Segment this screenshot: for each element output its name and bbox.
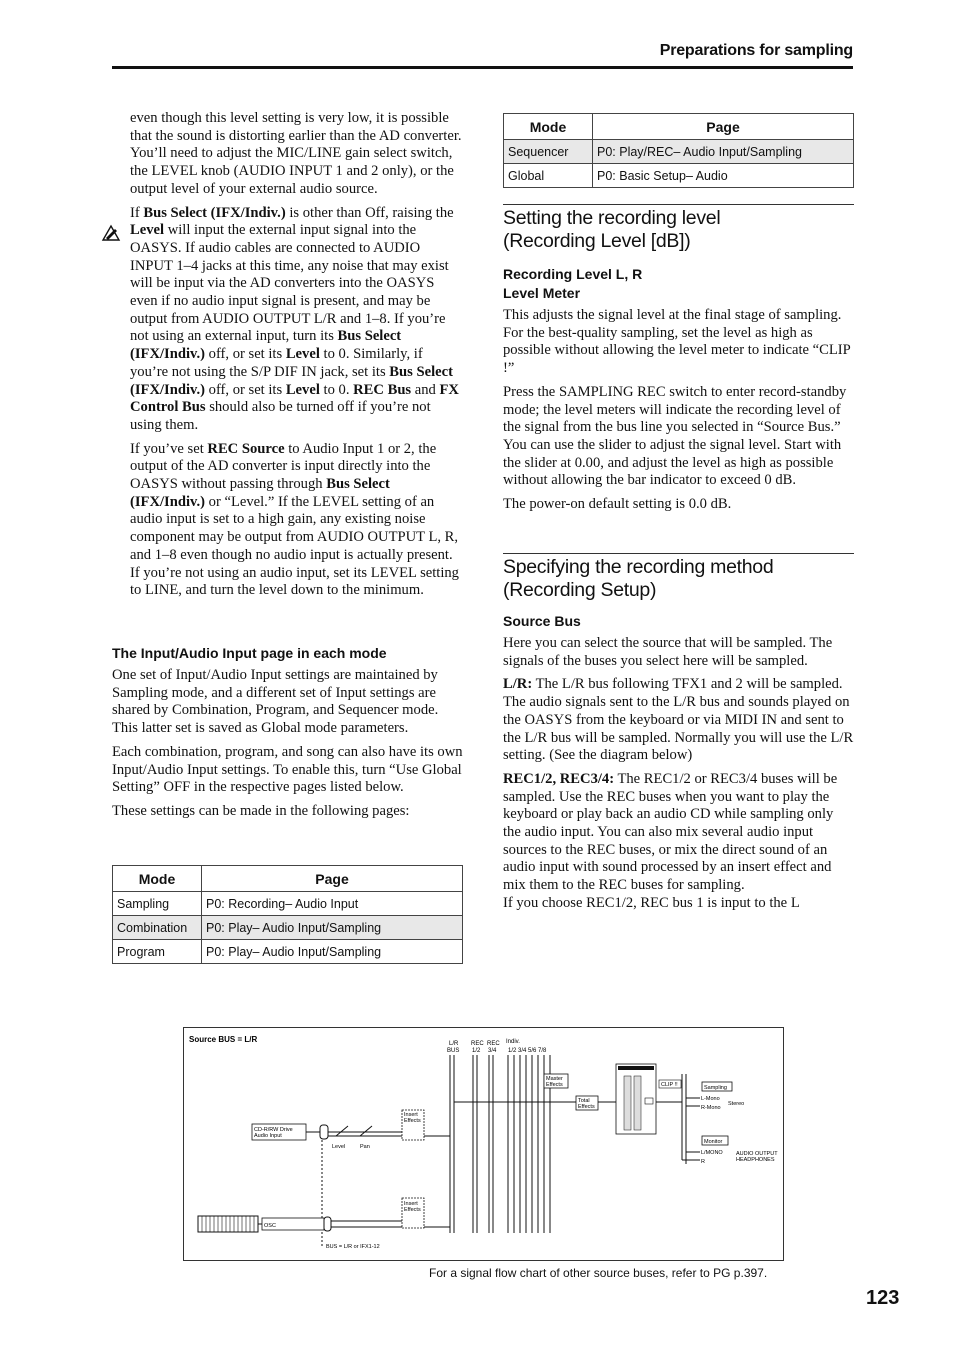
paragraph: Each combination, program, and song can also have its own Input/Audio Input settings. To enable this, turn “Use Global Setting” OFF in the respective pages listed below. <box>112 743 463 796</box>
paragraph: One set of Input/Audio Input settings are maintained by Sampling mode, and a different set of Input settings are shared by Combination, Program, and Sequencer mode. This latter set is saved as Global mode parameters. <box>112 667 439 737</box>
bus-note: BUS = L/R or IFX1-12 <box>326 1244 380 1250</box>
table-row <box>504 164 854 188</box>
table-row <box>504 140 854 164</box>
left-column-lower <box>112 644 463 827</box>
table-cell: P0: Play– Audio Input/Sampling <box>202 940 463 964</box>
right-column-section2 <box>503 553 854 919</box>
column-header-page: Page <box>593 114 854 140</box>
meter-bar-left <box>624 1076 631 1130</box>
pan-label: Pan <box>360 1144 370 1150</box>
bus-label: Indiv. <box>506 1039 520 1045</box>
table-cell: P0: Recording– Audio Input <box>202 892 463 916</box>
paragraph: even though this level setting is very low, it is possible that the sound is distorting earlier than the AD converter. You’ll need to adjust the MIC/LINE gain select switch, the LEVEL knob (AUDIO INPUT 1 and 2 only), or the output level of your external audio source. <box>130 110 462 197</box>
page-number: 123 <box>866 1287 900 1309</box>
sampling-label: Sampling <box>704 1085 727 1091</box>
audio-output-label: AUDIO OUTPUT <box>736 1151 778 1157</box>
cd-input-label: Audio Input <box>254 1133 282 1139</box>
paragraph: L/R: The L/R bus following TFX1 and 2 will be sampled. The audio signals sent to the L/R bus and sounds played on the OASYS from the keyboard or via MIDI IN and sent to the L/R bus will be sampled. Normally you will use the L/R setting. (See the diagram below) <box>503 676 854 764</box>
input-jack <box>320 1125 328 1139</box>
table-cell: P0: Play/REC– Audio Input/Sampling <box>593 140 854 164</box>
paragraph: If you’ve set REC Source to Audio Input 1 or 2, the output of the AD converter is input directly into the OASYS without passing through Bus Select (IFX/Indiv.) or “Level.” If the LEVEL setting of an audio input is set to a high gain, any existing noise component may be output from AUDIO OUTPUT L, R, and 1–8 even though no audio input is actually present. If you’re not using an audio input, set its LEVEL setting to LINE, and turn the level down to the minimum. <box>130 440 459 599</box>
total-effects-label: Effects <box>578 1104 595 1110</box>
table-row <box>113 892 463 916</box>
bus-label: L/R <box>449 1041 459 1047</box>
left-column-upper <box>130 110 463 606</box>
mode-page-table-right <box>503 113 854 188</box>
column-header-mode: Mode <box>113 866 202 892</box>
headphones-label: HEADPHONES <box>736 1157 775 1163</box>
master-effects-label: Master <box>546 1076 563 1082</box>
section-title-line: (Recording Setup) <box>503 579 657 601</box>
table-cell: Program <box>113 940 202 964</box>
l-mono-label: L-Mono <box>701 1096 720 1102</box>
clip-label: CLIP !! <box>661 1082 678 1088</box>
right-column-section1 <box>503 204 854 520</box>
osc-label: OSC <box>264 1223 276 1229</box>
note-paragraph: If Bus Select (IFX/Indiv.) is other than Off, raising the Level will input the external input signal into the OASYS. If audio cables are connected to AUDIO INPUT 1–4 jacks at this time, any noise that may exist will be input via the AD converters into the OASYS even if no audio input signal is present, and may be output from AUDIO OUTPUT L/R and 1–8. If you’re not using an external input, turn its Bus Select (IFX/Indiv.) off, or set its Level to 0. Similarly, if you’re not using the S/P DIF IN jack, set its Bus Select (IFX/Indiv.) off, or set its Level to 0. REC Bus and FX Control Bus should also be turned off if you’re not using them. <box>130 204 459 433</box>
table-cell: Combination <box>113 916 202 940</box>
pencil-note-icon <box>101 224 121 242</box>
table-cell: Sequencer <box>504 140 593 164</box>
subheading: Level Meter <box>503 285 581 301</box>
mode-page-table-left <box>112 865 463 964</box>
level-label: Level <box>332 1144 346 1150</box>
bus-label: BUS <box>447 1048 460 1054</box>
paragraph: Press the SAMPLING REC switch to enter record-standby mode; the level meters will indicate the recording level of the signal from the bus line you selected in “Source Bus.” You can use the slider to adjust the signal level. Start with the slider at 0.00, and adjust the level as high as possible without allowing the bar indicator to exceed 0 dB. <box>503 383 847 489</box>
l-mono-output-label: L/MONO <box>701 1150 723 1156</box>
r-output-label: R <box>701 1159 705 1165</box>
table-row <box>113 940 463 964</box>
header-rule <box>112 66 853 69</box>
table-cell: P0: Play– Audio Input/Sampling <box>202 916 463 940</box>
table-cell: P0: Basic Setup– Audio <box>593 164 854 188</box>
insert-effects-label: Insert <box>404 1112 418 1118</box>
section-title-line: Setting the recording level <box>503 207 721 229</box>
column-header-mode: Mode <box>504 114 593 140</box>
insert-effects-label: Effects <box>404 1118 421 1124</box>
insert-effects-label: Effects <box>404 1207 421 1213</box>
paragraph: If you choose REC1/2, REC bus 1 is input to the L <box>503 894 800 911</box>
insert-effects-label: Insert <box>404 1201 418 1207</box>
paragraph: These settings can be made in the following pages: <box>112 802 410 819</box>
section-title-line: (Recording Level [dB]) <box>503 230 691 252</box>
section-title <box>503 204 854 253</box>
table-cell: Sampling <box>113 892 202 916</box>
keyboard-icon <box>198 1216 258 1232</box>
diagram-title: Source BUS = L/R <box>189 1035 258 1044</box>
bus-label: 3/4 <box>488 1048 497 1054</box>
subheading: Recording Level L, R <box>503 266 643 282</box>
master-effects-label: Effects <box>546 1082 563 1088</box>
bus-label: REC <box>487 1041 500 1047</box>
table-cell: Global <box>504 164 593 188</box>
stereo-label: Stereo <box>728 1101 745 1107</box>
bus-label: REC <box>471 1041 484 1047</box>
paragraph: REC1/2, REC3/4: The REC1/2 or REC3/4 buses will be sampled. Use the REC buses when you want to play the keyboard or play back an audio CD while sampling only the audio input. You can also mix several audio input sources to the REC buses, or mix the direct sound of an audio input with sound processed by an insert effect and mix them to the REC buses for sampling. <box>503 770 838 894</box>
paragraph: Here you can select the source that will be sampled. The signals of the buses you select here will be sampled. <box>503 635 833 669</box>
total-effects-label: Total <box>578 1098 590 1104</box>
signal-flow-diagram <box>183 1027 784 1261</box>
cd-input-label: CD-R/RW Drive <box>254 1127 293 1133</box>
section-heading: The Input/Audio Input page in each mode <box>112 645 387 661</box>
column-header-page: Page <box>202 866 463 892</box>
figure-caption: For a signal flow chart of other source buses, refer to PG p.397. <box>429 1266 768 1280</box>
bus-label: 1/2 3/4 5/6 7/8 <box>508 1048 547 1054</box>
section-title <box>503 553 854 602</box>
paragraph: The power-on default setting is 0.0 dB. <box>503 496 732 513</box>
section-title-line: Specifying the recording method <box>503 556 774 578</box>
paragraph: This adjusts the signal level at the final stage of sampling. For the best-quality sampling, set the level as high as possible without allowing the level meter to indicate “CLIP !” <box>503 307 851 377</box>
bus-label: 1/2 <box>472 1048 481 1054</box>
monitor-label: Monitor <box>704 1139 723 1145</box>
running-head: Preparations for sampling <box>659 42 853 59</box>
r-mono-label: R-Mono <box>701 1105 721 1111</box>
bus-lines <box>450 1055 550 1233</box>
level-slider <box>645 1098 653 1104</box>
meter-bar-right <box>634 1076 641 1130</box>
table-row <box>113 916 463 940</box>
subheading: Source Bus <box>503 613 581 629</box>
